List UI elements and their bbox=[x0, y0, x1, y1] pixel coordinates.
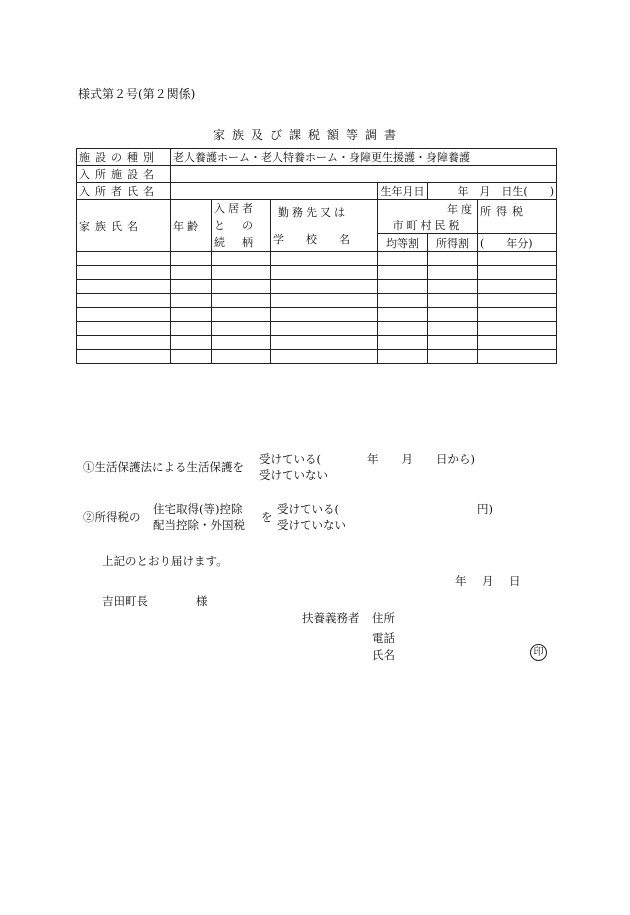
tel-label: 電話 bbox=[372, 631, 395, 645]
table-cell[interactable] bbox=[212, 294, 271, 308]
col-income-tax: 所得税 bbox=[478, 200, 557, 234]
table-cell[interactable] bbox=[77, 336, 171, 350]
facility-type-label: 施設の種別 bbox=[77, 149, 171, 166]
table-cell[interactable] bbox=[212, 280, 271, 294]
addressee-honorific: 様 bbox=[196, 594, 208, 608]
welfare-option-not[interactable]: 受けていない bbox=[259, 468, 328, 482]
col-year-note: ( 年分) bbox=[478, 234, 557, 252]
table-cell[interactable] bbox=[478, 336, 557, 350]
table-cell[interactable] bbox=[77, 280, 171, 294]
table-cell[interactable] bbox=[171, 266, 212, 280]
table-cell[interactable] bbox=[478, 308, 557, 322]
table-row bbox=[77, 350, 557, 364]
table-cell[interactable] bbox=[378, 266, 428, 280]
table-cell[interactable] bbox=[77, 252, 171, 266]
table-cell[interactable] bbox=[428, 252, 478, 266]
table-cell[interactable] bbox=[428, 322, 478, 336]
col-workplace-line1: 勤務先又は bbox=[278, 205, 348, 219]
table-cell[interactable] bbox=[271, 322, 378, 336]
table-cell[interactable] bbox=[271, 336, 378, 350]
birthdate-field[interactable]: 年 月 日生( ) bbox=[428, 183, 557, 200]
col-relation bbox=[212, 200, 271, 252]
table-cell[interactable] bbox=[212, 322, 271, 336]
table-row bbox=[77, 252, 557, 266]
col-age: 年齢 bbox=[171, 200, 212, 252]
table-cell[interactable] bbox=[478, 280, 557, 294]
table-cell[interactable] bbox=[77, 350, 171, 364]
table-row bbox=[77, 336, 557, 350]
income-tax-label: ②所得税の bbox=[83, 510, 141, 524]
table-cell[interactable] bbox=[478, 350, 557, 364]
table-cell[interactable] bbox=[212, 308, 271, 322]
table-cell[interactable] bbox=[171, 322, 212, 336]
supporter-label: 扶養義務者 bbox=[302, 611, 360, 625]
table-cell[interactable] bbox=[212, 336, 271, 350]
table-row bbox=[77, 322, 557, 336]
income-tax-option-receiving[interactable]: 受けている( 円) bbox=[277, 502, 493, 516]
resident-name-field[interactable] bbox=[171, 183, 378, 200]
table-cell[interactable] bbox=[77, 294, 171, 308]
table-cell[interactable] bbox=[271, 266, 378, 280]
table-row bbox=[77, 266, 557, 280]
table-cell[interactable] bbox=[428, 294, 478, 308]
table-cell[interactable] bbox=[428, 336, 478, 350]
welfare-option-receiving[interactable]: 受けている( 年 月 日から) bbox=[259, 452, 475, 466]
table-cell[interactable] bbox=[428, 266, 478, 280]
facility-name-field[interactable] bbox=[171, 166, 557, 183]
table-cell[interactable] bbox=[271, 280, 378, 294]
table-cell[interactable] bbox=[271, 294, 378, 308]
col-income-levy: 所得割 bbox=[428, 234, 478, 252]
table-cell[interactable] bbox=[271, 252, 378, 266]
family-tax-table bbox=[76, 148, 557, 364]
table-cell[interactable] bbox=[428, 280, 478, 294]
table-row bbox=[77, 308, 557, 322]
table-cell[interactable] bbox=[428, 350, 478, 364]
table-cell[interactable] bbox=[378, 350, 428, 364]
table-row bbox=[77, 280, 557, 294]
col-fiscal-year: 年度 bbox=[447, 202, 475, 216]
name-label: 氏名 bbox=[372, 648, 395, 662]
col-per-capita: 均等割 bbox=[378, 234, 428, 252]
table-cell[interactable] bbox=[378, 294, 428, 308]
table-cell[interactable] bbox=[478, 252, 557, 266]
col-relation-line2: と の bbox=[214, 219, 256, 232]
facility-type-value[interactable]: 老人養護ホーム・老人特養ホーム・身障更生援護・身障養護 bbox=[171, 149, 557, 166]
table-cell[interactable] bbox=[428, 308, 478, 322]
table-cell[interactable] bbox=[171, 350, 212, 364]
table-cell[interactable] bbox=[212, 252, 271, 266]
table-cell[interactable] bbox=[171, 308, 212, 322]
col-municipal-tax bbox=[378, 200, 478, 234]
submission-note: 上記のとおり届けます。 bbox=[102, 554, 228, 568]
col-workplace-line2: 学 校 名 bbox=[273, 232, 350, 246]
table-cell[interactable] bbox=[171, 294, 212, 308]
table-cell[interactable] bbox=[271, 350, 378, 364]
table-cell[interactable] bbox=[212, 266, 271, 280]
table-row bbox=[77, 294, 557, 308]
col-workplace bbox=[271, 200, 378, 252]
table-cell[interactable] bbox=[478, 294, 557, 308]
submission-date[interactable]: 年 月 日 bbox=[455, 574, 523, 588]
table-cell[interactable] bbox=[378, 336, 428, 350]
birthdate-label: 生年月日 bbox=[378, 183, 428, 200]
facility-name-label: 入所施設名 bbox=[77, 166, 171, 183]
table-cell[interactable] bbox=[378, 308, 428, 322]
col-municipal-tax-label: 市町村民税 bbox=[392, 218, 463, 232]
welfare-label: ①生活保護法による生活保護を bbox=[83, 460, 244, 474]
address-label: 住所 bbox=[372, 611, 395, 625]
table-cell[interactable] bbox=[271, 308, 378, 322]
table-cell[interactable] bbox=[77, 322, 171, 336]
col-family-name: 家族氏名 bbox=[77, 200, 171, 252]
table-cell[interactable] bbox=[478, 322, 557, 336]
table-cell[interactable] bbox=[171, 280, 212, 294]
table-cell[interactable] bbox=[77, 266, 171, 280]
table-cell[interactable] bbox=[378, 252, 428, 266]
seal-mark: 印 bbox=[530, 644, 547, 661]
income-tax-item-housing: 住宅取得(等)控除 bbox=[153, 502, 243, 516]
resident-name-label: 入所者氏名 bbox=[77, 183, 171, 200]
income-tax-item-dividend: 配当控除・外国税 bbox=[153, 518, 245, 532]
form-number: 様式第２号(第２関係) bbox=[78, 87, 196, 101]
col-relation-line1: 入居者 bbox=[214, 202, 256, 215]
table-cell[interactable] bbox=[378, 280, 428, 294]
table-cell[interactable] bbox=[171, 336, 212, 350]
table-cell[interactable] bbox=[77, 308, 171, 322]
addressee: 吉田町長 bbox=[102, 594, 148, 608]
col-relation-line3: 続 柄 bbox=[214, 236, 256, 249]
income-tax-option-not[interactable]: 受けていない bbox=[277, 518, 346, 532]
table-cell[interactable] bbox=[171, 252, 212, 266]
table-cell[interactable] bbox=[212, 350, 271, 364]
income-tax-particle: を bbox=[261, 510, 273, 524]
document-title: 家族及び課税額等調書 bbox=[213, 128, 404, 142]
table-cell[interactable] bbox=[478, 266, 557, 280]
table-cell[interactable] bbox=[378, 322, 428, 336]
